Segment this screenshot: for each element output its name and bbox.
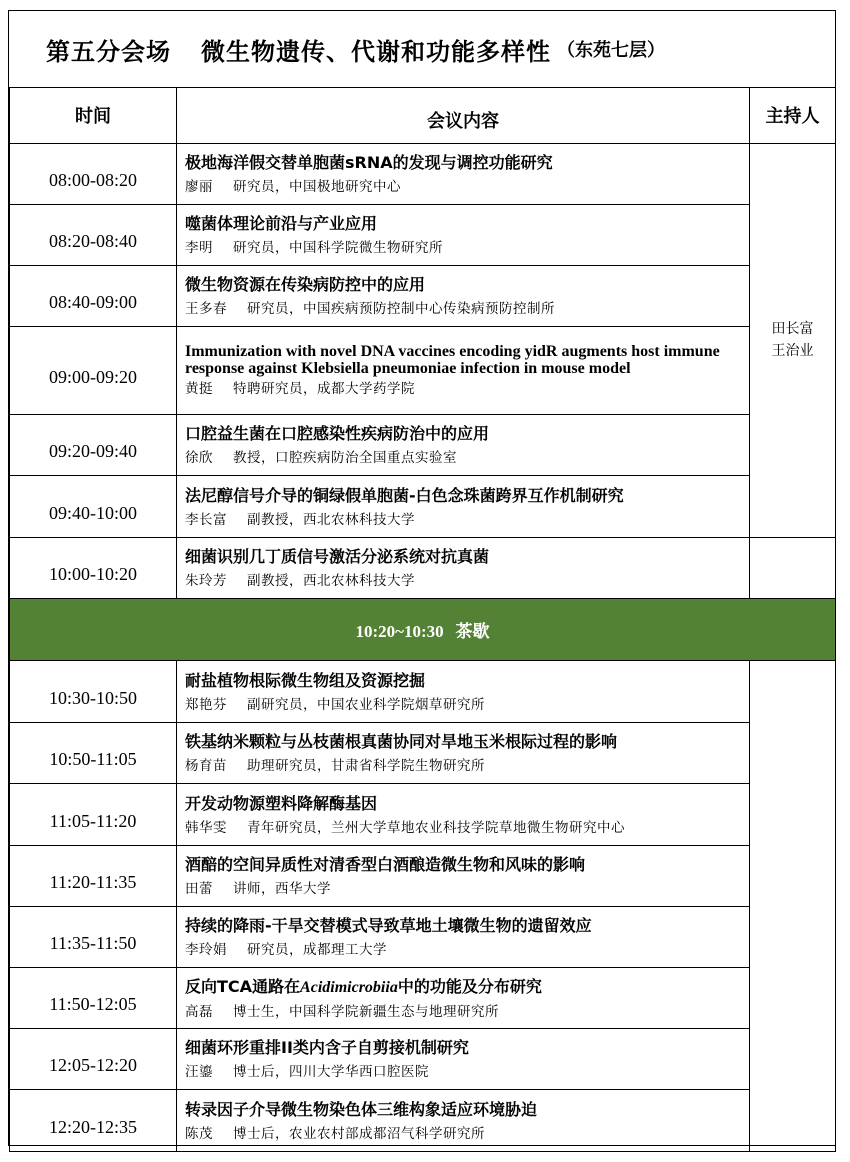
time-slot: 12:05-12:20 bbox=[10, 1028, 177, 1089]
talk-topic: 法尼醇信号介导的铜绿假单胞菌-白色念珠菌跨界互作机制研究 bbox=[185, 485, 624, 505]
table-row bbox=[10, 414, 836, 475]
talk-cell bbox=[177, 783, 750, 845]
talk-cell bbox=[177, 906, 750, 967]
speaker-role: 副教授，西北农林科技大学 bbox=[247, 573, 415, 589]
speaker-role: 青年研究员，兰州大学草地农业科技学院草地微生物研究中心 bbox=[247, 819, 625, 836]
session-subtitle: 微生物遗传、代谢和功能多样性 bbox=[201, 37, 551, 66]
talk-topic: 开发动物源塑料降解酶基因 bbox=[185, 793, 378, 813]
time-slot: 09:40-10:00 bbox=[10, 475, 177, 537]
talk-cell bbox=[177, 414, 750, 475]
talk-topic: 转录因子介导微生物染色体三维构象适应环境胁迫 bbox=[185, 1099, 538, 1119]
talk-topic: 细菌识别几丁质信号激活分泌系统对抗真菌 bbox=[185, 547, 490, 566]
host-cell-session2 bbox=[750, 660, 836, 1151]
talk-topic: 耐盐植物根际微生物组及资源挖掘 bbox=[185, 670, 426, 690]
table-row bbox=[10, 1028, 836, 1089]
speaker-name: 朱玲芳 bbox=[185, 573, 227, 589]
speaker-name: 王多春 bbox=[185, 301, 227, 317]
talk-topic: 持续的降雨-干旱交替模式导致草地土壤微生物的遗留效应 bbox=[185, 916, 592, 935]
speaker-role: 副研究员，中国农业科学院烟草研究所 bbox=[247, 696, 485, 713]
time-slot: 09:20-09:40 bbox=[10, 414, 177, 475]
speaker-role: 研究员，中国极地研究中心 bbox=[233, 179, 401, 195]
time-slot: 10:00-10:20 bbox=[10, 537, 177, 598]
table-row bbox=[10, 326, 836, 414]
speaker-role: 助理研究员，甘肃省科学院生物研究所 bbox=[247, 758, 485, 774]
speaker-name: 郑艳芬 bbox=[185, 696, 227, 713]
table-header bbox=[10, 88, 836, 143]
speaker-name: 廖丽 bbox=[185, 179, 213, 195]
talk-cell bbox=[177, 143, 750, 204]
speaker-name: 黄挺 bbox=[185, 381, 213, 397]
tea-break-row bbox=[10, 598, 836, 660]
talk-cell bbox=[177, 475, 750, 537]
time-slot: 08:20-08:40 bbox=[10, 204, 177, 265]
speaker-name: 李玲娟 bbox=[185, 942, 227, 958]
talk-topic: 酒醅的空间异质性对清香型白酒酿造微生物和风味的影响 bbox=[185, 855, 586, 874]
speaker-role: 研究员，中国科学院微生物研究所 bbox=[233, 240, 443, 256]
table-row bbox=[10, 475, 836, 537]
talk-topic: 细菌环形重排II类内含子自剪接机制研究 bbox=[185, 1038, 469, 1057]
talk-cell bbox=[177, 722, 750, 783]
speaker-role: 研究员，中国疾病预防控制中心传染病预防控制所 bbox=[247, 301, 555, 317]
talk-topic: 微生物资源在传染病防控中的应用 bbox=[185, 275, 426, 294]
talk-topic: 极地海洋假交替单胞菌sRNA的发现与调控功能研究 bbox=[185, 153, 553, 172]
time-slot: 10:30-10:50 bbox=[10, 660, 177, 722]
tea-break-time: 10:20~10:30 bbox=[355, 621, 444, 641]
time-slot: 11:50-12:05 bbox=[10, 967, 177, 1028]
talk-cell bbox=[177, 204, 750, 265]
time-slot: 08:00-08:20 bbox=[10, 143, 177, 204]
talk-cell bbox=[177, 1089, 750, 1151]
table-row bbox=[10, 845, 836, 906]
time-slot: 11:20-11:35 bbox=[10, 845, 177, 906]
speaker-role: 博士后，四川大学华西口腔医院 bbox=[233, 1064, 429, 1080]
speaker-role: 博士生，中国科学院新疆生态与地理研究所 bbox=[233, 1003, 499, 1020]
time-slot: 11:35-11:50 bbox=[10, 906, 177, 967]
speaker-role: 博士后，农业农村部成都沼气科学研究所 bbox=[233, 1125, 485, 1142]
talk-cell bbox=[177, 1028, 750, 1089]
speaker-name: 李明 bbox=[185, 240, 213, 256]
tea-break-label: 茶歇 bbox=[455, 621, 490, 642]
talk-topic: Immunization with novel DNA vaccines encoding yidR augments host immune response against Klebsiella pneumoniae infection in mouse model bbox=[185, 343, 720, 377]
talk-topic: 口腔益生菌在口腔感染性疾病防治中的应用 bbox=[185, 424, 490, 443]
col-header-host: 主持人 bbox=[750, 88, 836, 143]
talk-topic: 反向TCA通路在Acidimicrobiia中的功能及分布研究 bbox=[185, 976, 542, 996]
taxon-name: Acidimicrobiia bbox=[300, 978, 398, 996]
speaker-name: 李长富 bbox=[185, 511, 227, 528]
time-slot: 10:50-11:05 bbox=[10, 722, 177, 783]
speaker-name: 徐欣 bbox=[185, 450, 213, 466]
speaker-role: 讲师，西华大学 bbox=[233, 881, 331, 897]
table-row bbox=[10, 906, 836, 967]
speaker-role: 副教授，西北农林科技大学 bbox=[247, 511, 415, 528]
session-title-row bbox=[9, 11, 835, 88]
talk-cell bbox=[177, 967, 750, 1028]
speaker-name: 田蕾 bbox=[185, 881, 213, 897]
host-cell-empty bbox=[750, 537, 836, 598]
col-header-content: 会议内容 bbox=[177, 88, 750, 143]
speaker-name: 陈茂 bbox=[185, 1125, 213, 1142]
table-row bbox=[10, 143, 836, 204]
time-slot: 12:20-12:35 bbox=[10, 1089, 177, 1151]
table-row bbox=[10, 967, 836, 1028]
speaker-role: 研究员，成都理工大学 bbox=[247, 942, 387, 958]
host-cell-session1 bbox=[750, 143, 836, 537]
speaker-role: 特聘研究员，成都大学药学院 bbox=[233, 381, 415, 397]
table-row bbox=[10, 537, 836, 598]
table-row bbox=[10, 783, 836, 845]
table-row bbox=[10, 265, 836, 326]
time-slot: 11:05-11:20 bbox=[10, 783, 177, 845]
talk-cell bbox=[177, 326, 750, 414]
talk-cell bbox=[177, 537, 750, 598]
talk-cell bbox=[177, 265, 750, 326]
session-title: 第五分会场 bbox=[46, 37, 171, 66]
speaker-name: 韩华雯 bbox=[185, 819, 227, 836]
time-slot: 08:40-09:00 bbox=[10, 265, 177, 326]
schedule-table bbox=[9, 88, 836, 1152]
host-name: 王治业 bbox=[771, 343, 814, 359]
talk-cell bbox=[177, 660, 750, 722]
time-slot: 09:00-09:20 bbox=[10, 326, 177, 414]
session-location: （东苑七层） bbox=[557, 40, 665, 61]
table-row bbox=[10, 1089, 836, 1151]
table-row bbox=[10, 660, 836, 722]
speaker-name: 杨育苗 bbox=[185, 758, 227, 774]
host-name: 田长富 bbox=[771, 321, 814, 337]
speaker-role: 教授，口腔疾病防治全国重点实验室 bbox=[233, 450, 457, 466]
table-row bbox=[10, 722, 836, 783]
col-header-time: 时间 bbox=[10, 88, 177, 143]
table-row bbox=[10, 204, 836, 265]
speaker-name: 汪鎏 bbox=[185, 1064, 213, 1080]
talk-topic: 噬菌体理论前沿与产业应用 bbox=[185, 214, 378, 233]
talk-topic: 铁基纳米颗粒与丛枝菌根真菌协同对旱地玉米根际过程的影响 bbox=[185, 732, 618, 751]
talk-cell bbox=[177, 845, 750, 906]
speaker-name: 高磊 bbox=[185, 1003, 213, 1020]
program-sheet bbox=[8, 10, 836, 1146]
tea-break-banner bbox=[10, 598, 836, 660]
